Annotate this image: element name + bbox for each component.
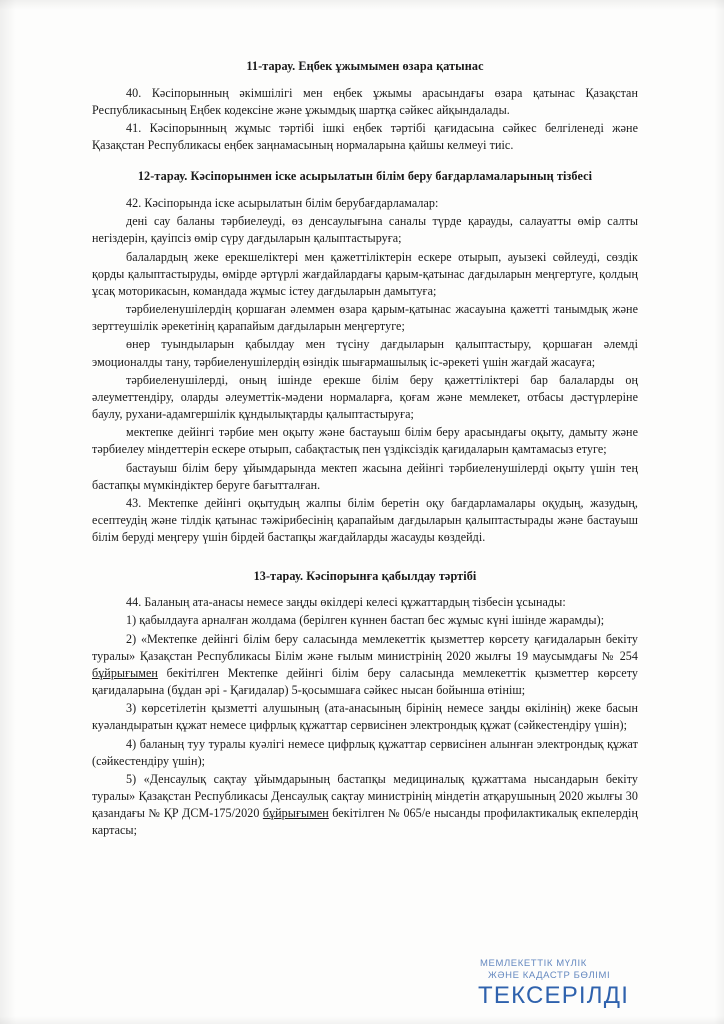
paragraph-41: 41. Кәсіпорынның жұмыс тәртібі ішкі еңбек тәртібі қағидасына сәйкес белгіленеді және Қазақстан Республикасы еңбек заңнамасының нормаларына қайшы келмеуі тиіс. [92,121,638,153]
stamp-main-text: ТЕКСЕРІЛДІ [478,982,630,1009]
paragraph-44-item-4: 4) баланың туу туралы куәлігі немесе цифрлық құжаттар сервисінен алынған электрондық құжат (сәйкестендіру үшін); [92,736,638,768]
section-heading-13: 13-тарау. Кәсіпорынға қабылдау тәртібі [253,568,477,583]
paragraph-42-item-3: тәрбиеленушілердің қоршаған әлеммен өзара қарым-қатынас жасауына қажетті танымдық және зерттеушілік әрекетінің қарапайым дағдыларын меңгертуге; [92,302,638,334]
spacer [92,548,638,568]
stamp-top-line: МЕМЛЕКЕТТІК МҮЛІК [480,958,587,969]
scan-edge-right [714,0,724,1024]
paragraph-43: 43. Мектепке дейінгі оқытудың жалпы білім беретін оқу бағдарламалары оқудың, жазудың, есептеудің және тілдік қатынас тәжірибесінің қарапайым дағдыларын қалыптастырады және бастауыш білім беруді меңгеру үшін бірдей бастапқы жағдайларды жасауды көздейді. [92,495,638,545]
scan-edge-top [0,0,724,10]
document-body [92,58,638,841]
paragraph-42-item-4: өнер туындыларын қабылдау мен түсіну дағдыларын қалыптастыру, қоршаған әлемді эмоционалды тану, тәрбиеленушілердің өзіндік шығармашылық іс-әрекеті үшін жағдай жасауға; [92,337,638,369]
scan-edge-bottom [0,1016,724,1024]
paragraph-44: 44. Баланың ата-анасы немесе заңды өкілдері келесі құжаттардың тізбесін ұсынады: [126,595,566,610]
stamp-sub-line: ЖӘНЕ КАДАСТР БӨЛІМІ [488,970,611,981]
spacer [92,155,638,168]
paragraph-44-item-2: 2) «Мектепке дейінгі білім беру саласында мемлекеттік қызметтер көрсету қағидаларын бекіту туралы» Қазақстан Республикасы Білім және ғылым министрінің 2020 жылғы 19 маусымдағы № 254 бұйрығымен бекітілген Мектепке дейінгі білім беру саласында мемлекеттік қызметтер көрсету қағидаларына (бұдан әрі - Қағидалар) 5-қосымшаға сәйкес нысан бойынша өтініш; [92,631,638,698]
paragraph-44-item-1: 1) қабылдауға арналған жолдама (берілген күннен бастап бес жұмыс күні ішінде жарамды); [126,613,605,628]
paragraph-42-item-1: дені сау баланы тәрбиелеуді, өз денсаулығына саналы түрде қарауды, салауатты өмір салты негіздерін, қауіпсіз өмір сүру дағдыларын қалыптастыруға; [92,214,638,246]
paragraph-42-item-7: бастауыш білім беру ұйымдарында мектеп жасына дейінгі тәрбиеленушілерді оқыту үшін тең бастапқы мүмкіндіктер беруге бағытталған. [92,460,638,492]
section-heading-11: 11-тарау. Еңбек ұжымымен өзара қатынас [246,59,484,73]
verification-stamp [466,958,698,1020]
paragraph-42-item-2: балалардың жеке ерекшеліктері мен қажеттіліктерін ескере отырып, ауызекі сөйлеуді, сөздік қорды қалыптастыруды, өмірде әртүрлі жағдайлардағы қарым-қатынас дағдыларын меңгертуге, қолдың ұсақ моторикасын, командада жұмыс істеу дағдыларын дамытуға; [92,249,638,298]
paragraph-42-item-5: тәрбиеленушілерді, оның ішінде ерекше білім беру қажеттіліктері бар балаларды оң әлеуметтендіру, оларды әлеуметтік-мәдени нормаларға, қоғам және мемлекет, отбасы дәстүрлеріне баулу, рухани-адамгершілік құндылықтарды қалыптастыруға; [92,372,638,422]
paragraph-42-item-6: мектепке дейінгі тәрбие мен оқыту және бастауыш білім беру арасындағы оқыту, дамыту және тәрбиелеу міндеттерін ескере отырып, сабақтастық пен үздіксіздік қағидаларын қамтамасыз етуге; [92,425,638,457]
paragraph-44-item-5: 5) «Денсаулық сақтау ұйымдарының бастапқы медициналық құжаттама нысандарын бекіту туралы» Қазақстан Республикасы Денсаулық сақтау министрінің міндетін атқарушының 2020 жылғы 30 қазандағы № ҚР ДСМ-175/2020 бұйрығымен бекітілген № 065/е нысанды профилактикалық екпелердің картасы; [92,771,638,838]
scan-edge-left [0,0,16,1024]
paragraph-44-item-3: 3) көрсетілетін қызметті алушының (ата-анасының бірінің немесе заңды өкілінің) жеке басын куәландыратын құжат немесе цифрлық құжаттар сервисінен электрондық құжат (сәйкестендіру үшін); [92,701,638,733]
paragraph-40: 40. Кәсіпорынның әкімшілігі мен еңбек ұжымы арасындағы өзара қатынас Қазақстан Республикасының Еңбек кодексіне және ұжымдық шартқа сәйкес айқындалады. [92,85,638,117]
section-heading-12: 12-тарау. Кәсіпорынмен іске асырылатын білім беру бағдарламаларының тізбесі [137,169,593,184]
paragraph-42: 42. Кәсіпорында іске асырылатын білім берубағдарламалар: [126,196,439,211]
